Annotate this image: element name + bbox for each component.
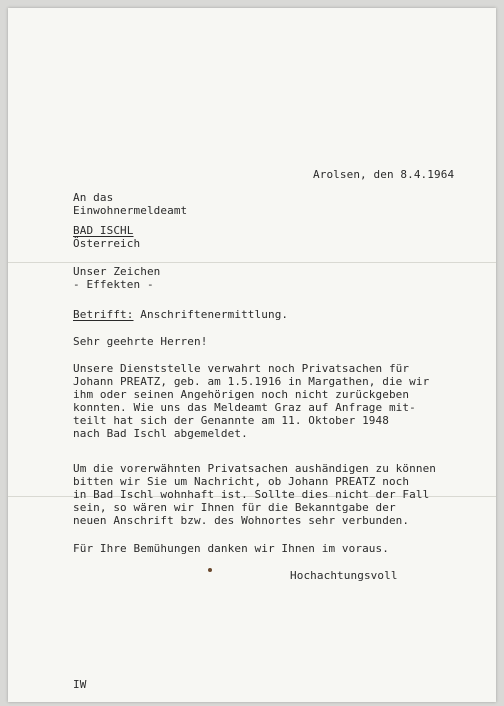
letter-sheet	[8, 8, 496, 702]
recipient-line-2: Einwohnermeldeamt	[73, 204, 188, 217]
paragraph-2-line: bitten wir Sie um Nachricht, ob Johann PREATZ noch	[73, 475, 410, 488]
subject-text: Anschriftenermittlung.	[140, 308, 289, 321]
paragraph-1-line: konnten. Wie uns das Meldeamt Graz auf Anfrage mit-	[73, 401, 416, 414]
paragraph-2-line: sein, so wären wir Ihnen für die Bekanntgabe der	[73, 501, 396, 514]
recipient-line-1: An das	[73, 191, 114, 204]
paragraph-2-line: Um die vorerwähnten Privatsachen aushändigen zu können	[73, 462, 437, 475]
closing: Hochachtungsvoll	[290, 569, 398, 582]
paragraph-2-line: in Bad Ischl wohnhaft ist. Sollte dies nicht der Fall	[73, 488, 430, 501]
recipient-city: BAD ISCHL	[73, 224, 134, 237]
paragraph-1-line: nach Bad Ischl abgemeldet.	[73, 427, 248, 440]
paragraph-1-line: ihm oder seinen Angehörigen noch nicht zurückgeben	[73, 388, 410, 401]
paragraph-2-line: neuen Anschrift bzw. des Wohnortes sehr verbunden.	[73, 514, 410, 527]
paragraph-1-line: Johann PREATZ, geb. am 1.5.1916 in Margathen, die wir	[73, 375, 430, 388]
letter-date: Arolsen, den 8.4.1964	[313, 168, 455, 181]
reference-value: - Effekten -	[73, 278, 154, 291]
recipient-country: Österreich	[73, 237, 141, 250]
paragraph-1-line: Unsere Dienststelle verwahrt noch Privatsachen für	[73, 362, 410, 375]
paragraph-1-line: teilt hat sich der Genannte am 11. Oktober 1948	[73, 414, 389, 427]
thanks-line: Für Ihre Bemühungen danken wir Ihnen im voraus.	[73, 542, 389, 555]
reference-label: Unser Zeichen	[73, 265, 161, 278]
typist-initials: IW	[73, 678, 87, 691]
subject-line	[73, 305, 288, 323]
salutation: Sehr geehrte Herren!	[73, 335, 208, 348]
subject-label: Betrifft:	[73, 308, 134, 321]
paper-fold-line	[8, 262, 496, 263]
ink-stain	[208, 568, 212, 572]
